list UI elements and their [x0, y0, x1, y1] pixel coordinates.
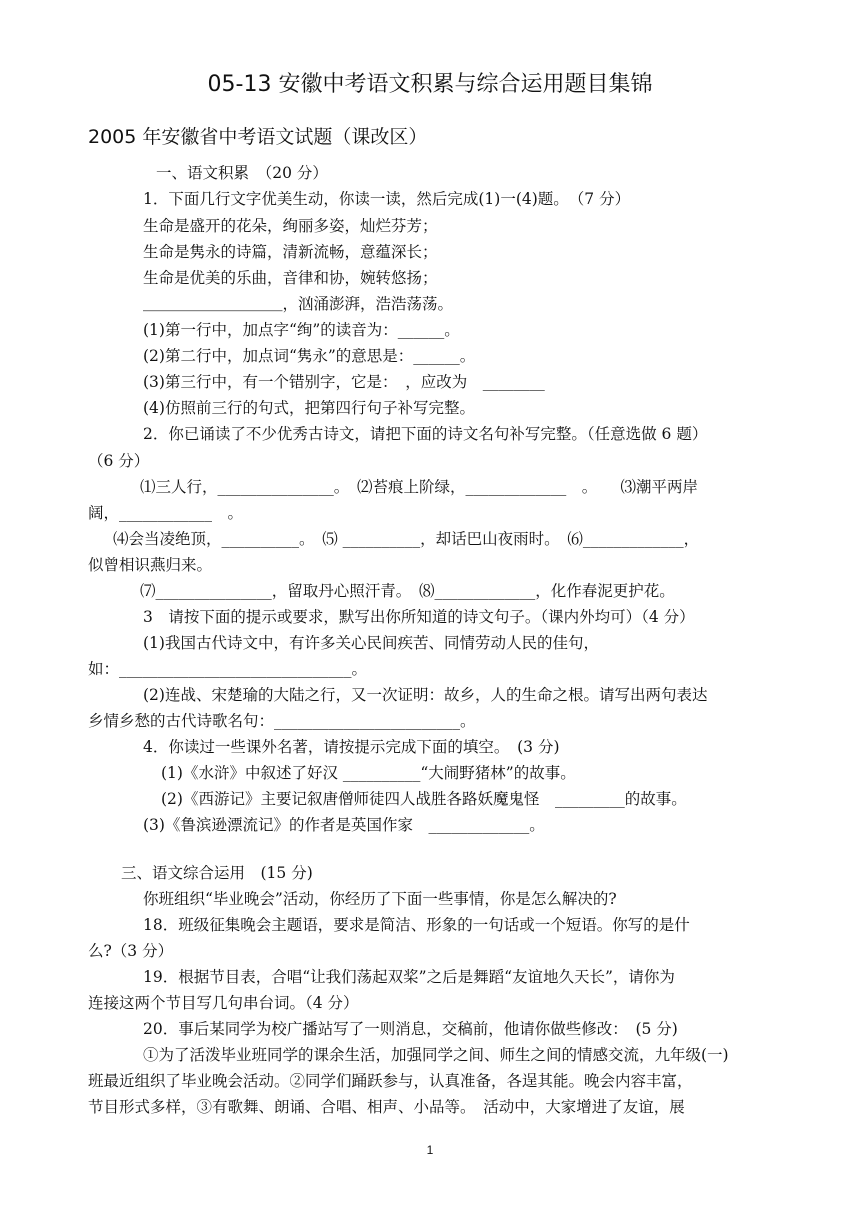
- section-title: 2005 年安徽省中考语文试题（课改区）: [88, 126, 428, 148]
- text-line: (4)仿照前三行的句式，把第四行句子补写完整。: [143, 399, 475, 417]
- text-line: 节目形式多样，③有歌舞、朗诵、合唱、相声、小品等。 活动中，大家增进了友谊，展: [88, 1098, 685, 1116]
- text-line: 似曾相识燕归来。: [88, 556, 213, 574]
- text-line: (3)第三行中，有一个错别字，它是： ，应改为 ________: [143, 373, 545, 391]
- text-line: ⑺_______________，留取丹心照汗青。 ⑻_____________，化作春泥更护花。: [140, 582, 675, 600]
- text-line: 连接这两个节目写几句串台词。（4 分）: [88, 994, 359, 1012]
- text-line: 生命是隽永的诗篇，清新流畅，意蕴深长；: [143, 243, 438, 261]
- text-line: 1．下面几行文字优美生动，你读一读，然后完成(1)一(4)题。 （7 分）: [143, 190, 631, 208]
- text-line: 么?（3 分）: [88, 942, 174, 960]
- page-number: 1: [426, 1143, 434, 1157]
- text-line: 19．根据节目表，合唱“让我们荡起双桨”之后是舞蹈“友谊地久天长”，请你为: [143, 968, 675, 986]
- text-line: (2)第二行中，加点词“隽永”的意思是：______。: [143, 347, 476, 365]
- text-line: ①为了活泼毕业班同学的课余生活，加强同学之间、师生之间的情感交流，九年级(一): [143, 1046, 729, 1064]
- text-line: 3 请按下面的提示或要求，默写出你所知道的诗文句子。（课内外均可）（4 分）: [143, 608, 695, 626]
- text-line: 18．班级征集晚会主题语，要求是简洁、形象的一句话或一个短语。你写的是什: [143, 916, 690, 934]
- text-line: 4．你读过一些课外名著，请按提示完成下面的填空。 (3 分): [143, 738, 560, 756]
- text-line: ⑴三人行，_______________。 ⑵苔痕上阶绿，_____________ 。 ⑶潮平两岸: [140, 478, 699, 496]
- text-line: 阔，____________ 。: [88, 504, 244, 522]
- text-line: 班最近组织了毕业晚会活动。②同学们踊跃参与，认真准备，各逞其能。晚会内容丰富，: [88, 1072, 693, 1090]
- text-line: 生命是盛开的花朵，绚丽多姿，灿烂芬芳；: [143, 217, 438, 235]
- text-line: 你班组织“毕业晚会”活动，你经历了下面一些事情，你是怎么解决的?: [143, 890, 617, 908]
- text-line: （6 分）: [88, 452, 150, 470]
- text-line: 2．你已诵读了不少优秀古诗文，请把下面的诗文名句补写完整。（任意选做 6 题）: [143, 425, 708, 443]
- text-line: ＿＿＿＿＿＿＿＿＿，汹涌澎湃，浩浩荡荡。: [143, 295, 454, 313]
- text-line: (1)我国古代诗文中，有许多关心民间疾苦、同情劳动人民的佳句，: [143, 634, 599, 652]
- text-line: 生命是优美的乐曲，音律和协，婉转悠扬；: [143, 269, 438, 287]
- text-line: (3)《鲁滨逊漂流记》的作者是英国作家 _____________。: [143, 816, 545, 834]
- text-line: (2)连战、宋楚瑜的大陆之行，又一次证明：故乡，人的生命之根。请写出两句表达: [143, 686, 708, 704]
- text-line: (1)第一行中，加点字“绚”的读音为：______。: [143, 321, 460, 339]
- text-line: 乡情乡愁的古代诗歌名句：________________________。: [88, 712, 476, 730]
- document-title: 05-13 安徽中考语文积累与综合运用题目集锦: [207, 72, 653, 97]
- text-line: 如：______________________________。: [88, 660, 368, 678]
- text-line: 20．事后某同学为校广播站写了一则消息，交稿前，他请你做些修改： (5 分): [143, 1020, 678, 1038]
- text-line: (2)《西游记》主要记叙唐僧师徒四人战胜各路妖魔鬼怪 _________的故事。: [161, 790, 687, 808]
- text-line: (1)《水浒》中叙述了好汉 __________“大闹野猪林”的故事。: [161, 764, 576, 782]
- text-line: ⑷会当凌绝顶，__________。 ⑸ __________，却话巴山夜雨时。 ⑹_____________，: [113, 530, 700, 548]
- text-line: 三、语文综合运用 (15 分): [121, 864, 313, 882]
- text-line: 一、语文积累 （20 分）: [156, 164, 328, 182]
